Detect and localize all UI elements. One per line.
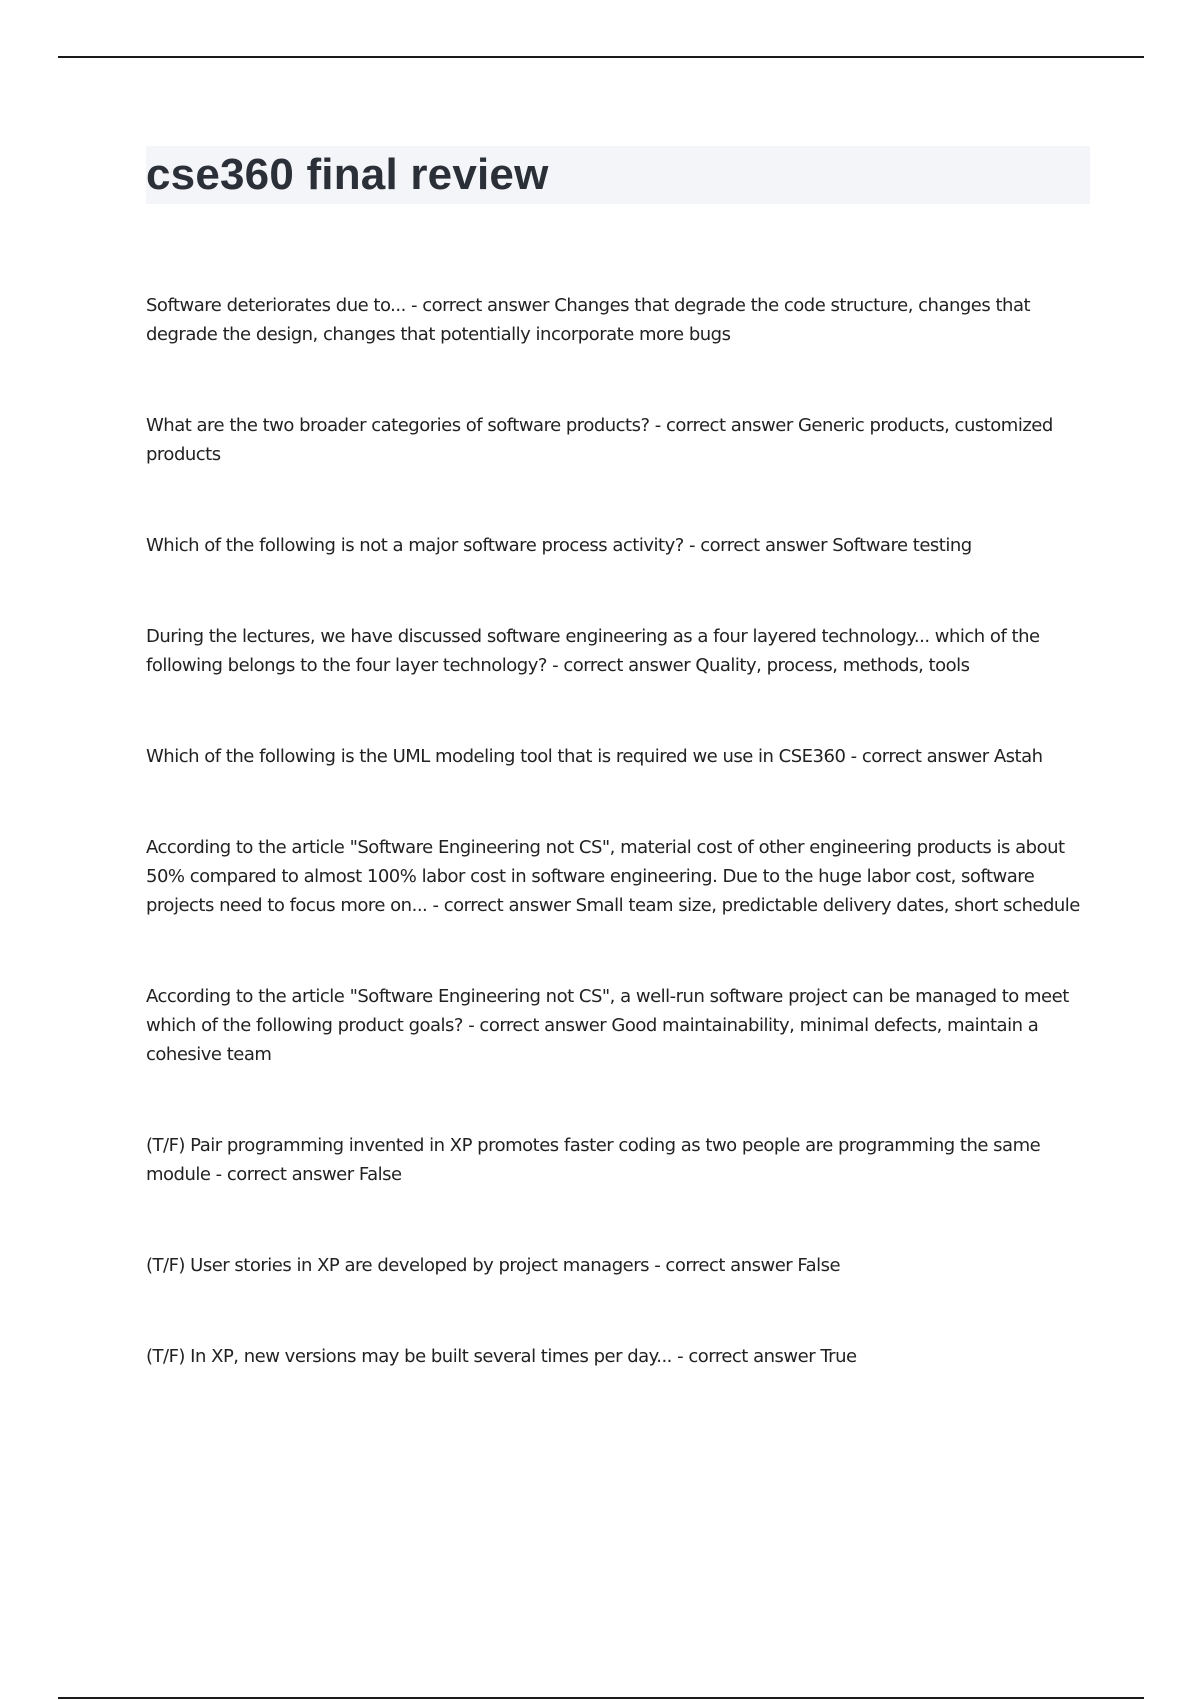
page-title: cse360 final review	[146, 150, 549, 199]
qa-item: (T/F) Pair programming invented in XP promotes faster coding as two people are programming the same module - correct answer False	[146, 1135, 1041, 1185]
qa-item: Which of the following is the UML modeling tool that is required we use in CSE360 - correct answer Astah	[146, 746, 1043, 767]
qa-item: Which of the following is not a major software process activity? - correct answer Software testing	[146, 535, 972, 556]
qa-item: According to the article "Software Engineering not CS", a well-run software project can be managed to meet which of the following product goals? - correct answer Good maintainability, minimal defects, maintain a cohesive team	[146, 986, 1069, 1065]
qa-item: During the lectures, we have discussed software engineering as a four layered technology... which of the following belongs to the four layer technology? - correct answer Quality, process, methods, tools	[146, 626, 1040, 676]
bottom-rule	[58, 1697, 1144, 1699]
qa-item: (T/F) User stories in XP are developed by project managers - correct answer False	[146, 1255, 841, 1276]
qa-item: What are the two broader categories of software products? - correct answer Generic products, customized products	[146, 415, 1053, 465]
qa-item: (T/F) In XP, new versions may be built several times per day... - correct answer True	[146, 1346, 857, 1367]
qa-list	[146, 291, 1090, 1433]
qa-item: According to the article "Software Engineering not CS", material cost of other engineering products is about 50% compared to almost 100% labor cost in software engineering. Due to the huge labor cost, software projects need to focus more on... - correct answer Small team size, predictable delivery dates, short schedule	[146, 837, 1080, 916]
top-rule	[58, 56, 1144, 58]
qa-item: Software deteriorates due to... - correct answer Changes that degrade the code structure, changes that degrade the design, changes that potentially incorporate more bugs	[146, 295, 1031, 345]
